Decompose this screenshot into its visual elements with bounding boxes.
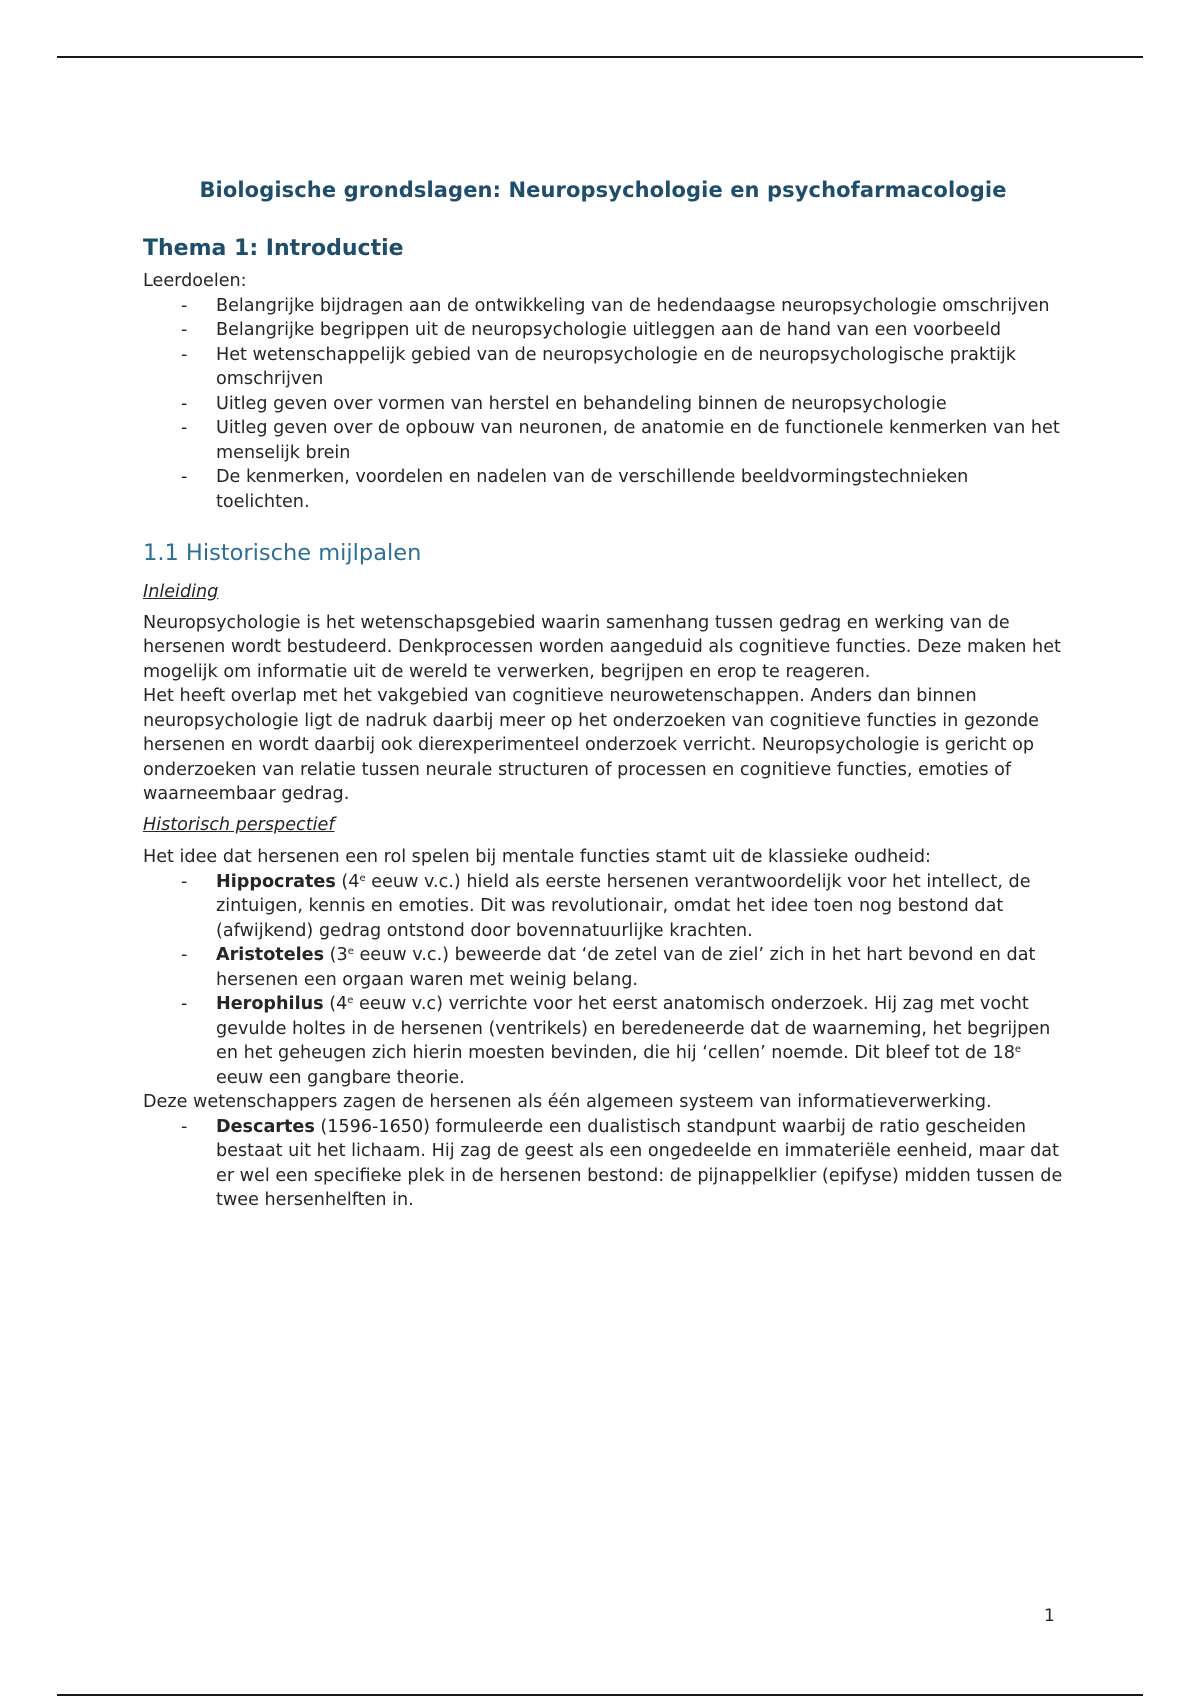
history-summary: Deze wetenschappers zagen de hersenen als één algemeen systeem van informatieverwerking.	[143, 1092, 992, 1112]
page-number: 1	[1044, 1606, 1055, 1626]
intro-paragraph: Het heeft overlap met het vakgebied van cognitieve neurowetenschappen. Anders dan binnen neuropsychologie ligt de nadruk daarbij meer op het onderzoeken van cognitieve functies in gezonde hersenen en wordt daarbij ook dierexperimenteel onderzoek verricht. Neuropsychologie is gericht op onderzoeken van relatie tussen neurale structuren of processen en cognitieve functies, emoties of waarneembaar gedrag.	[143, 686, 1040, 804]
person-name: Herophilus	[216, 994, 324, 1014]
history-list	[143, 870, 1063, 1091]
history-heading: Historisch perspectief	[143, 814, 335, 835]
person-name: Hippocrates	[216, 871, 336, 892]
learning-goal-item: - Uitleg geven over de opbouw van neuronen, de anatomie en de functionele kenmerken van het menselijk brein	[143, 416, 1063, 465]
learning-goal-item: - Het wetenschappelijk gebied van de neuropsychologie en de neuropsychologische praktijk omschrijven	[143, 343, 1063, 392]
learning-goals-list	[143, 294, 1063, 515]
document-title: Biologische grondslagen: Neuropsychologie en psychofarmacologie	[199, 178, 1007, 202]
history-item: - Herophilus (4e eeuw v.c) verrichte voor het eerst anatomisch onderzoek. Hij zag met vocht gevulde holtes in de hersenen (ventrikels) en beredeneerde dat de waarneming, het begrijpen en het geheugen zich hierin moesten bevinden, die hij ‘cellen’ noemde. Dit bleef tot de 18e eeuw een gangbare theorie.	[143, 992, 1063, 1090]
learning-goal-item: - De kenmerken, voordelen en nadelen van de verschillende beeldvormingstechnieken toelichten.	[143, 465, 1063, 514]
page-content	[143, 178, 1063, 1213]
history-item: - Aristoteles (3e eeuw v.c.) beweerde dat ‘de zetel van de ziel’ zich in het hart bevond en dat hersenen een orgaan waren met weinig belang.	[143, 943, 1063, 992]
person-name: Descartes	[216, 1116, 315, 1137]
footer-rule	[57, 1694, 1143, 1696]
header-rule	[57, 56, 1143, 58]
theme-heading: Thema 1: Introductie	[143, 236, 404, 261]
intro-paragraph: Neuropsychologie is het wetenschapsgebied waarin samenhang tussen gedrag en werking van de hersenen wordt bestudeerd. Denkprocessen worden aangeduid als cognitieve functies. Deze maken het mogelijk om informatie uit de wereld te verwerken, begrijpen en erop te reageren.	[143, 612, 1061, 682]
section-heading: 1.1 Historische mijlpalen	[143, 540, 422, 566]
later-list	[143, 1115, 1063, 1213]
learning-goals-label: Leerdoelen:	[143, 271, 247, 291]
learning-goal-item: - Belangrijke bijdragen aan de ontwikkeling van de hedendaagse neuropsychologie omschrijven	[143, 294, 1063, 319]
learning-goal-item: - Uitleg geven over vormen van herstel en behandeling binnen de neuropsychologie	[143, 392, 1063, 417]
history-intro: Het idee dat hersenen een rol spelen bij mentale functies stamt uit de klassieke oudheid:	[143, 847, 931, 867]
history-item: - Descartes (1596-1650) formuleerde een dualistisch standpunt waarbij de ratio gescheiden bestaat uit het lichaam. Hij zag de geest als een ongedeelde en immateriële eenheid, maar dat er wel een specifieke plek in de hersenen bestond: de pijnappelklier (epifyse) midden tussen de twee hersenhelften in.	[143, 1115, 1063, 1213]
learning-goal-item: - Belangrijke begrippen uit de neuropsychologie uitleggen aan de hand van een voorbeeld	[143, 318, 1063, 343]
intro-heading: Inleiding	[143, 582, 219, 602]
history-item: - Hippocrates (4e eeuw v.c.) hield als eerste hersenen verantwoordelijk voor het intellect, de zintuigen, kennis en emoties. Dit was revolutionair, omdat het idee toen nog bestond dat (afwijkend) gedrag ontstond door bovennatuurlijke krachten.	[143, 870, 1063, 944]
person-name: Aristoteles	[216, 945, 325, 965]
